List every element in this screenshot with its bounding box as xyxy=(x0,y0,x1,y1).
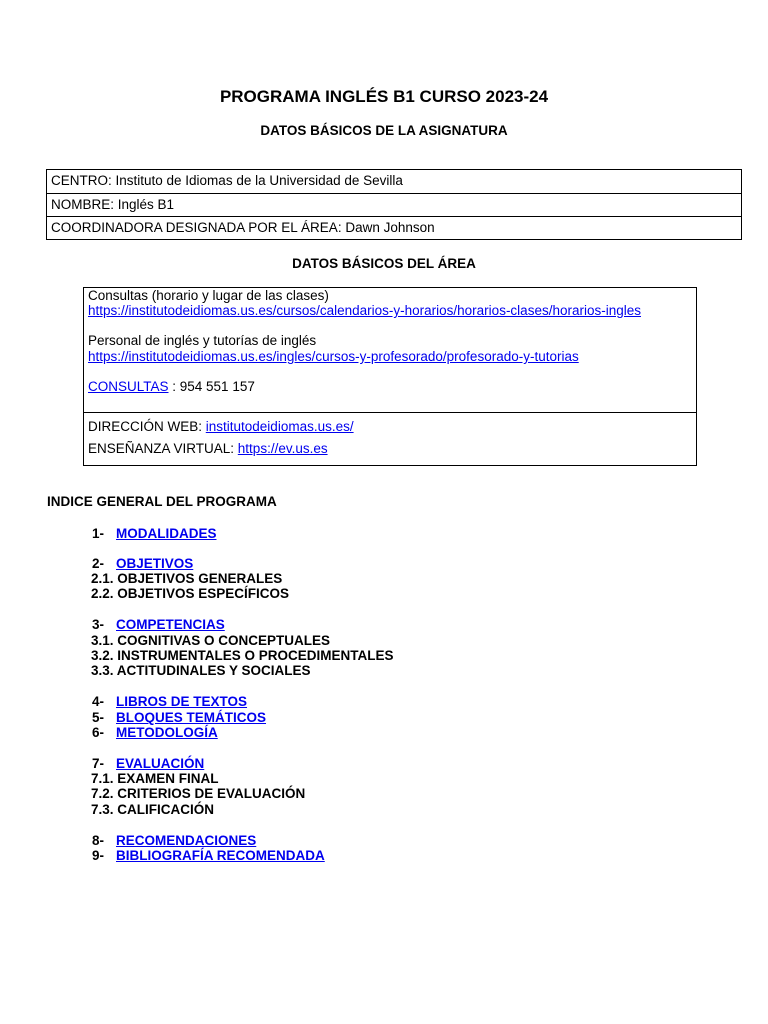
toc-subitem: 3.1. COGNITIVAS O CONCEPTUALES xyxy=(91,633,331,648)
toc-number: 8- xyxy=(92,833,105,848)
virtual-label: ENSEÑANZA VIRTUAL: xyxy=(88,441,238,456)
schedule-link[interactable]: https://institutodeidiomas.us.es/cursos/calendarios-y-horarios/horarios-clases/horarios-ingles xyxy=(88,303,641,318)
area-contacts-cell xyxy=(84,288,696,412)
toc-number: 5- xyxy=(92,710,105,725)
center-row: CENTRO: Instituto de Idiomas de la Universidad de Sevilla xyxy=(51,173,403,188)
toc-subitem: 2.2. OBJETIVOS ESPECÍFICOS xyxy=(91,586,290,601)
contact-phone: : 954 551 157 xyxy=(168,379,255,394)
toc-link-bibliografia[interactable]: BIBLIOGRAFÍA RECOMENDADA xyxy=(116,848,325,863)
area-heading: DATOS BÁSICOS DEL ÁREA xyxy=(292,256,476,271)
toc-link-objetivos[interactable]: OBJETIVOS xyxy=(116,556,194,571)
toc-number: 3- xyxy=(92,617,105,632)
toc-link-recomendaciones[interactable]: RECOMENDACIONES xyxy=(116,833,257,848)
toc-link-libros[interactable]: LIBROS DE TEXTOS xyxy=(116,694,248,709)
subject-heading: DATOS BÁSICOS DE LA ASIGNATURA xyxy=(260,123,508,138)
toc-link-metodologia[interactable]: METODOLOGÍA xyxy=(116,725,218,740)
toc-number: 7- xyxy=(92,756,105,771)
name-row: NOMBRE: Inglés B1 xyxy=(47,193,741,216)
index-title: INDICE GENERAL DEL PROGRAMA xyxy=(47,494,277,509)
web-line xyxy=(88,419,354,435)
web-link[interactable]: institutodeidiomas.us.es/ xyxy=(205,419,354,434)
virtual-line xyxy=(88,441,328,457)
staff-link[interactable]: https://institutodeidiomas.us.es/ingles/cursos-y-profesorado/profesorado-y-tutorias xyxy=(88,349,579,364)
toc-number: 9- xyxy=(92,848,105,863)
toc-subitem: 7.1. EXAMEN FINAL xyxy=(91,771,219,786)
toc-subitem: 7.3. CALIFICACIÓN xyxy=(91,802,215,817)
document-title: PROGRAMA INGLÉS B1 CURSO 2023-24 xyxy=(219,87,549,106)
toc-number: 4- xyxy=(92,694,105,709)
web-label: DIRECCIÓN WEB: xyxy=(88,419,206,434)
toc-number: 1- xyxy=(92,526,105,541)
contact-line xyxy=(88,379,255,395)
consultas-label: Consultas (horario y lugar de las clases) xyxy=(88,288,329,303)
area-web-cell xyxy=(84,412,696,465)
virtual-link[interactable]: https://ev.us.es xyxy=(237,441,328,456)
toc-number: 2- xyxy=(92,556,105,571)
toc-number: 6- xyxy=(92,725,105,740)
toc-link-bloques[interactable]: BLOQUES TEMÁTICOS xyxy=(116,710,267,725)
subject-info-table xyxy=(46,169,742,240)
toc-link-competencias[interactable]: COMPETENCIAS xyxy=(116,617,225,632)
toc-link-evaluacion[interactable]: EVALUACIÓN xyxy=(116,756,205,771)
toc-subitem: 7.2. CRITERIOS DE EVALUACIÓN xyxy=(91,786,306,801)
toc-link-modalidades[interactable]: MODALIDADES xyxy=(116,526,217,541)
staff-label: Personal de inglés y tutorías de inglés xyxy=(88,333,317,348)
toc-subitem: 3.2. INSTRUMENTALES O PROCEDIMENTALES xyxy=(91,648,394,663)
area-info-table xyxy=(83,287,697,466)
toc-subitem: 3.3. ACTITUDINALES Y SOCIALES xyxy=(91,663,311,678)
toc-subitem: 2.1. OBJETIVOS GENERALES xyxy=(91,571,283,586)
consultas-link[interactable]: CONSULTAS xyxy=(88,379,169,394)
coordinator-row: COORDINADORA DESIGNADA POR EL ÁREA: Dawn Johnson xyxy=(47,216,741,239)
